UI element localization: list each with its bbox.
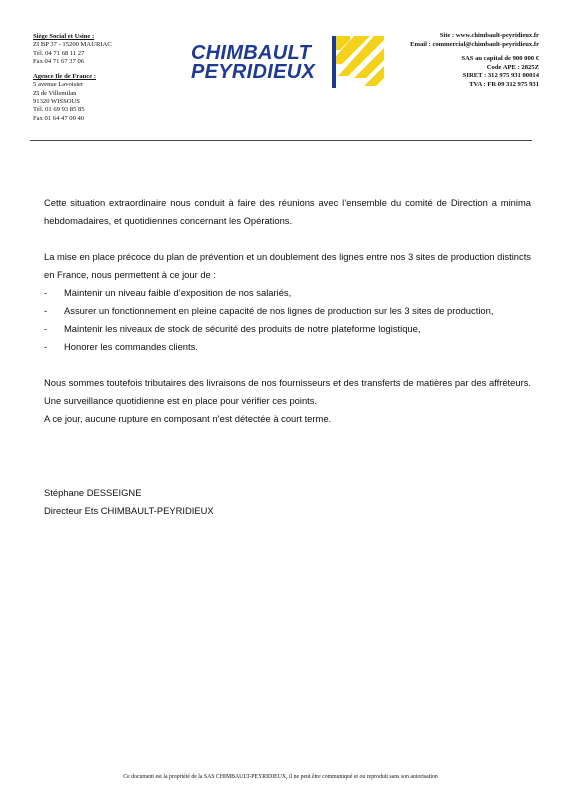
list-item (44, 284, 531, 302)
siret-number: SIRET : 312 975 931 00014 (462, 72, 539, 79)
agence-line: ZI de Villemilan (33, 89, 77, 97)
list-item (44, 320, 531, 338)
list-item-text: Maintenir un niveau faible d’exposition de nos salariés, (64, 287, 292, 298)
logo-line-2: PEYRIDIEUX (191, 61, 316, 83)
agence-line: Tél. 01 69 93 85 85 (33, 106, 85, 114)
logo-mark-icon (330, 34, 386, 90)
agence-line: Fax 01 64 47 00 40 (33, 114, 85, 122)
dash-bullet: - (44, 287, 48, 298)
siege-line: Tél. 04 71 68 11 27 (33, 49, 85, 57)
signature-block (44, 484, 214, 520)
paragraph: Nous sommes toutefois tributaires des livraisons de nos fournisseurs et des transferts de matières par des affréteurs. Une surveillance quotidienne est en place pour vérifier ces points. (44, 377, 531, 406)
dash-bullet: - (44, 305, 48, 316)
siege-heading: Siège Social et Usine : (33, 33, 95, 40)
header-divider (30, 140, 532, 141)
list-item-text: Maintenir les niveaux de stock de sécurité des produits de notre plateforme logistique, (64, 323, 421, 334)
agence-line: 91320 WISSOUS (33, 98, 80, 106)
agence-heading: Agence Ile de France : (33, 73, 96, 81)
agence-line: 5 avenue Lavoisier (33, 81, 84, 89)
dash-bullet: - (44, 323, 48, 334)
list-item-text: Honorer les commandes clients. (64, 341, 198, 352)
logo-line-1: CHIMBAULT (191, 42, 312, 64)
siege-line: ZI BP 37 - 15200 MAURIAC (33, 41, 112, 49)
signer-name: Stéphane DESSEIGNE (44, 487, 142, 498)
company-logo-text (191, 44, 315, 82)
site-url: Site : www.chimbault-peyridieux.fr (439, 32, 539, 39)
paragraph: Cette situation extraordinaire nous conduit à faire des réunions avec l’ensemble du comité de Direction a minima hebdomadaires, et quotidiennes concernant les Opérations. (44, 197, 531, 226)
footer-notice: Ce document est la propriété de la SAS CHIMBAULT-PEYRIDIEUX, il ne peut être communiqué et ou reproduit sans son autorisation (123, 774, 438, 780)
header-address-block (33, 33, 112, 123)
letter-body (44, 194, 531, 428)
list-item (44, 302, 531, 320)
siege-line: Fax 04 71 67 37 06 (33, 57, 85, 65)
list-item (44, 338, 531, 356)
paragraph: La mise en place précoce du plan de prévention et un doublement des lignes entre nos 3 sites de production distincts en France, nous permettent à ce jour de : (44, 251, 531, 280)
ape-code: Code APE : 2825Z (486, 63, 539, 71)
signer-title: Directeur Ets CHIMBAULT-PEYRIDIEUX (44, 505, 214, 516)
email-address: Email : commercial@chimbault-peyridieux.fr (410, 40, 539, 48)
tva-number: TVA : FR 09 312 975 931 (469, 80, 539, 88)
paragraph: A ce jour, aucune rupture en composant n’est détectée à court terme. (44, 413, 332, 424)
capital-info: SAS au capital de 900 000 € (461, 55, 539, 62)
dash-bullet: - (44, 341, 48, 352)
header-contact-block (410, 32, 539, 89)
list-item-text: Assurer un fonctionnement en pleine capacité de nos lignes de production sur les 3 sites de production, (64, 305, 494, 316)
